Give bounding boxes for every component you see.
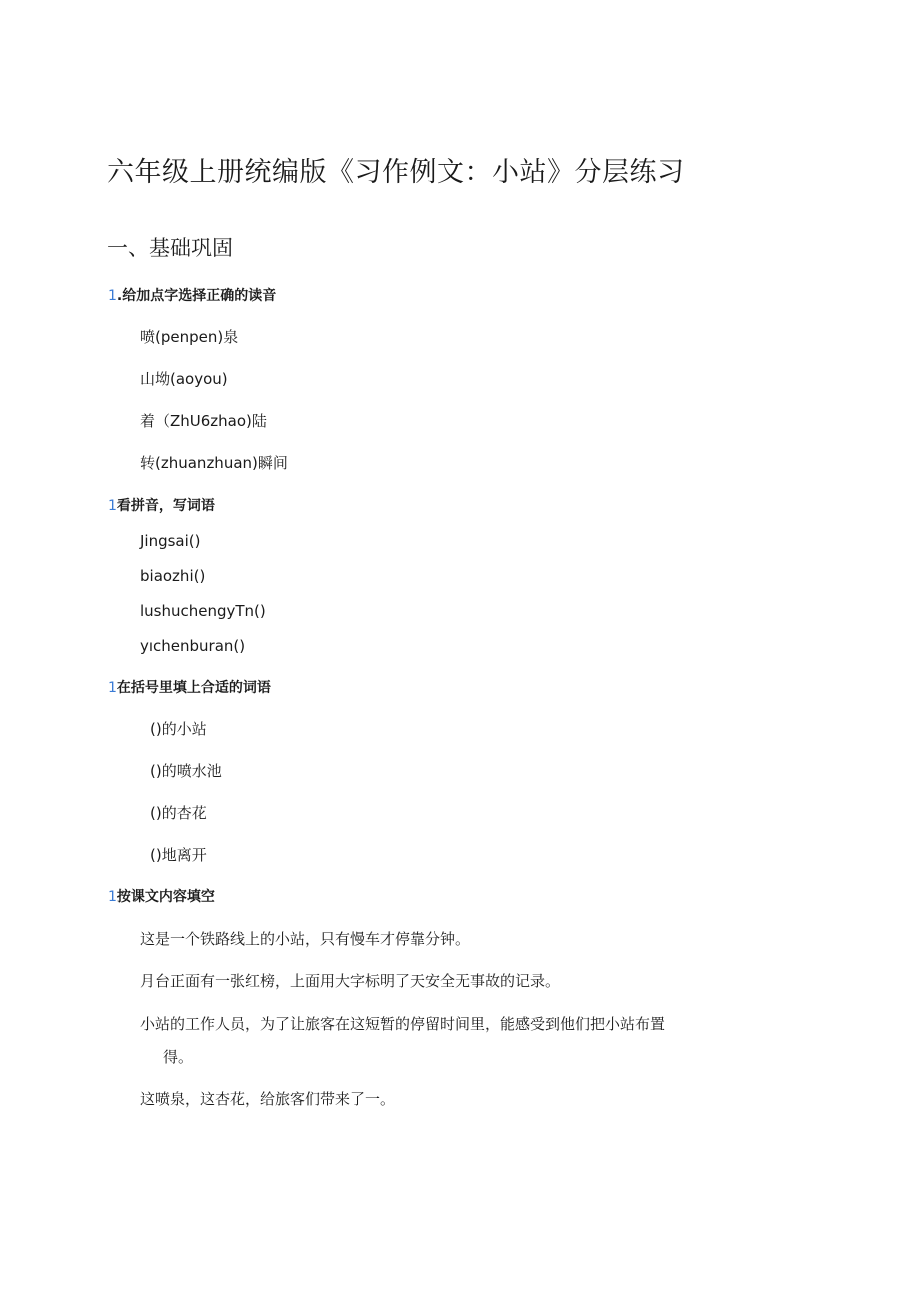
question-text: .给加点字选择正确的读音	[116, 288, 277, 304]
question-3-heading	[108, 677, 271, 697]
question-number: 1	[108, 680, 117, 696]
q1-item: 着（ZhU6zhao)陆	[140, 412, 267, 430]
question-number: 1	[108, 498, 117, 514]
question-text: 在括号里填上合适的词语	[116, 680, 271, 696]
question-number: 1	[108, 889, 117, 905]
question-text: 看拼音，写词语	[116, 498, 215, 514]
section-heading-basic: 一、基础巩固	[107, 236, 233, 260]
q1-item: 转(zhuanzhuan)瞬间	[140, 454, 288, 472]
q2-item: biaozhi()	[140, 567, 206, 585]
q3-item: ()的杏花	[150, 804, 207, 822]
q2-item: Jingsai()	[140, 532, 201, 550]
q2-item: yıchenburan()	[140, 637, 246, 655]
q4-item: 这喷泉，这杏花，给旅客们带来了一。	[140, 1090, 396, 1108]
q2-item: lushuchengyTn()	[140, 602, 266, 620]
question-2-heading	[108, 495, 215, 515]
question-4-heading	[108, 886, 215, 906]
q4-item: 月台正面有一张红榜，上面用大字标明了天安全无事故的记录。	[140, 972, 561, 990]
q4-item: 这是一个铁路线上的小站，只有慢车才停靠分钟。	[140, 930, 471, 948]
q4-item-continuation: 得。	[163, 1048, 194, 1066]
question-text: 按课文内容填空	[116, 889, 215, 905]
q1-item: 山坳(aoyou)	[140, 370, 228, 388]
question-number: 1	[108, 288, 117, 304]
q4-item: 小站的工作人员，为了让旅客在这短暂的停留时间里，能感受到他们把小站布置	[140, 1015, 666, 1033]
q1-item: 喷(penpen)泉	[140, 328, 239, 346]
q3-item: ()地离开	[150, 846, 207, 864]
q3-item: ()的小站	[150, 720, 207, 738]
question-1-heading	[108, 285, 276, 305]
page-title: 六年级上册统编版《习作例文：小站》分层练习	[107, 157, 685, 188]
q3-item: ()的喷水池	[150, 762, 222, 780]
